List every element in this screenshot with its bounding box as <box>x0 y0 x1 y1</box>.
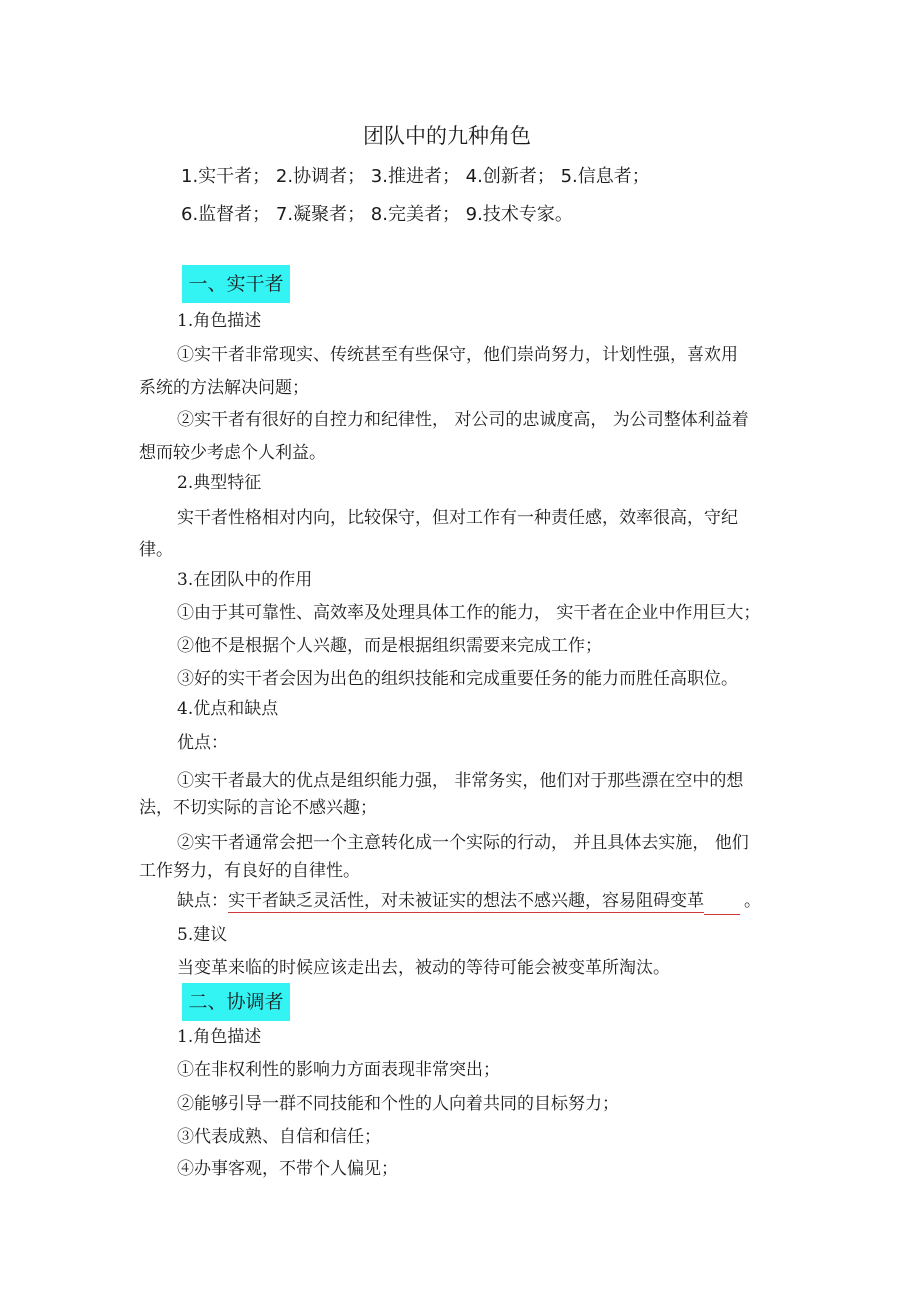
paragraph-line: ①由于其可靠性、高效率及处理具体工作的能力， 实干者在企业中作用巨大； <box>177 603 761 623</box>
section-heading-doer: 一、实干者 <box>182 265 290 303</box>
paragraph-line: 系统的方法解决问题； <box>139 378 309 398</box>
paragraph-line: ①实干者非常现实、传统甚至有些保守，他们崇尚努力，计划性强，喜欢用 <box>177 345 738 365</box>
list-item: ③代表成熟、自信和信任； <box>177 1127 381 1147</box>
cons-line <box>177 889 761 915</box>
cons-text-underlined: 实干者缺乏灵活性，对未被证实的想法不感兴趣，容易阻碍变革 <box>228 891 704 911</box>
role-summary-line-2: 6.监督者； 7.凝聚者； 8.完美者； 9.技术专家。 <box>181 204 573 225</box>
role-summary-line-1: 1.实干者； 2.协调者； 3.推进者； 4.创新者； 5.信息者； <box>181 166 650 187</box>
paragraph-line: 工作努力，有良好的自律性。 <box>139 861 360 881</box>
paragraph-line: ①实干者最大的优点是组织能力强， 非常务实，他们对于那些漂在空中的想 <box>177 771 744 791</box>
subheading-pros-cons: 4.优点和缺点 <box>177 699 279 719</box>
subheading-role-description: 1.角色描述 <box>177 311 262 331</box>
paragraph-line: ③好的实干者会因为出色的组织技能和完成重要任务的能力而胜任高职位。 <box>177 669 738 689</box>
cons-underline-gap <box>704 889 740 915</box>
list-item: ④办事客观，不带个人偏见； <box>177 1159 398 1179</box>
paragraph-line: ②实干者通常会把一个主意转化成一个实际的行动， 并且具体去实施， 他们 <box>177 833 749 853</box>
cons-label: 缺点： <box>177 891 228 911</box>
paragraph-line: 想而较少考虑个人利益。 <box>139 443 326 463</box>
subheading-role-description: 1.角色描述 <box>177 1027 262 1047</box>
paragraph-line: 律。 <box>139 540 173 560</box>
paragraph-line: 实干者性格相对内向，比较保守，但对工作有一种责任感，效率很高，守纪 <box>177 508 738 528</box>
list-item: ②能够引导一群不同技能和个性的人向着共同的目标努力； <box>177 1094 619 1114</box>
list-item: ①在非权利性的影响力方面表现非常突出； <box>177 1060 500 1080</box>
subheading-typical-traits: 2.典型特征 <box>177 473 262 493</box>
document-title: 团队中的九种角色 <box>363 124 531 148</box>
cons-end: 。 <box>744 891 761 911</box>
pros-label: 优点： <box>177 733 228 753</box>
paragraph-line: 当变革来临的时候应该走出去，被动的等待可能会被变革所淘汰。 <box>177 958 670 978</box>
paragraph-line: ②实干者有很好的自控力和纪律性， 对公司的忠诚度高， 为公司整体利益着 <box>177 410 749 430</box>
paragraph-line: ②他不是根据个人兴趣，而是根据组织需要来完成工作； <box>177 636 602 656</box>
section-heading-coordinator: 二、协调者 <box>182 983 290 1021</box>
subheading-advice: 5.建议 <box>177 925 228 945</box>
subheading-team-role: 3.在团队中的作用 <box>177 570 313 590</box>
paragraph-line: 法，不切实际的言论不感兴趣； <box>139 798 377 818</box>
